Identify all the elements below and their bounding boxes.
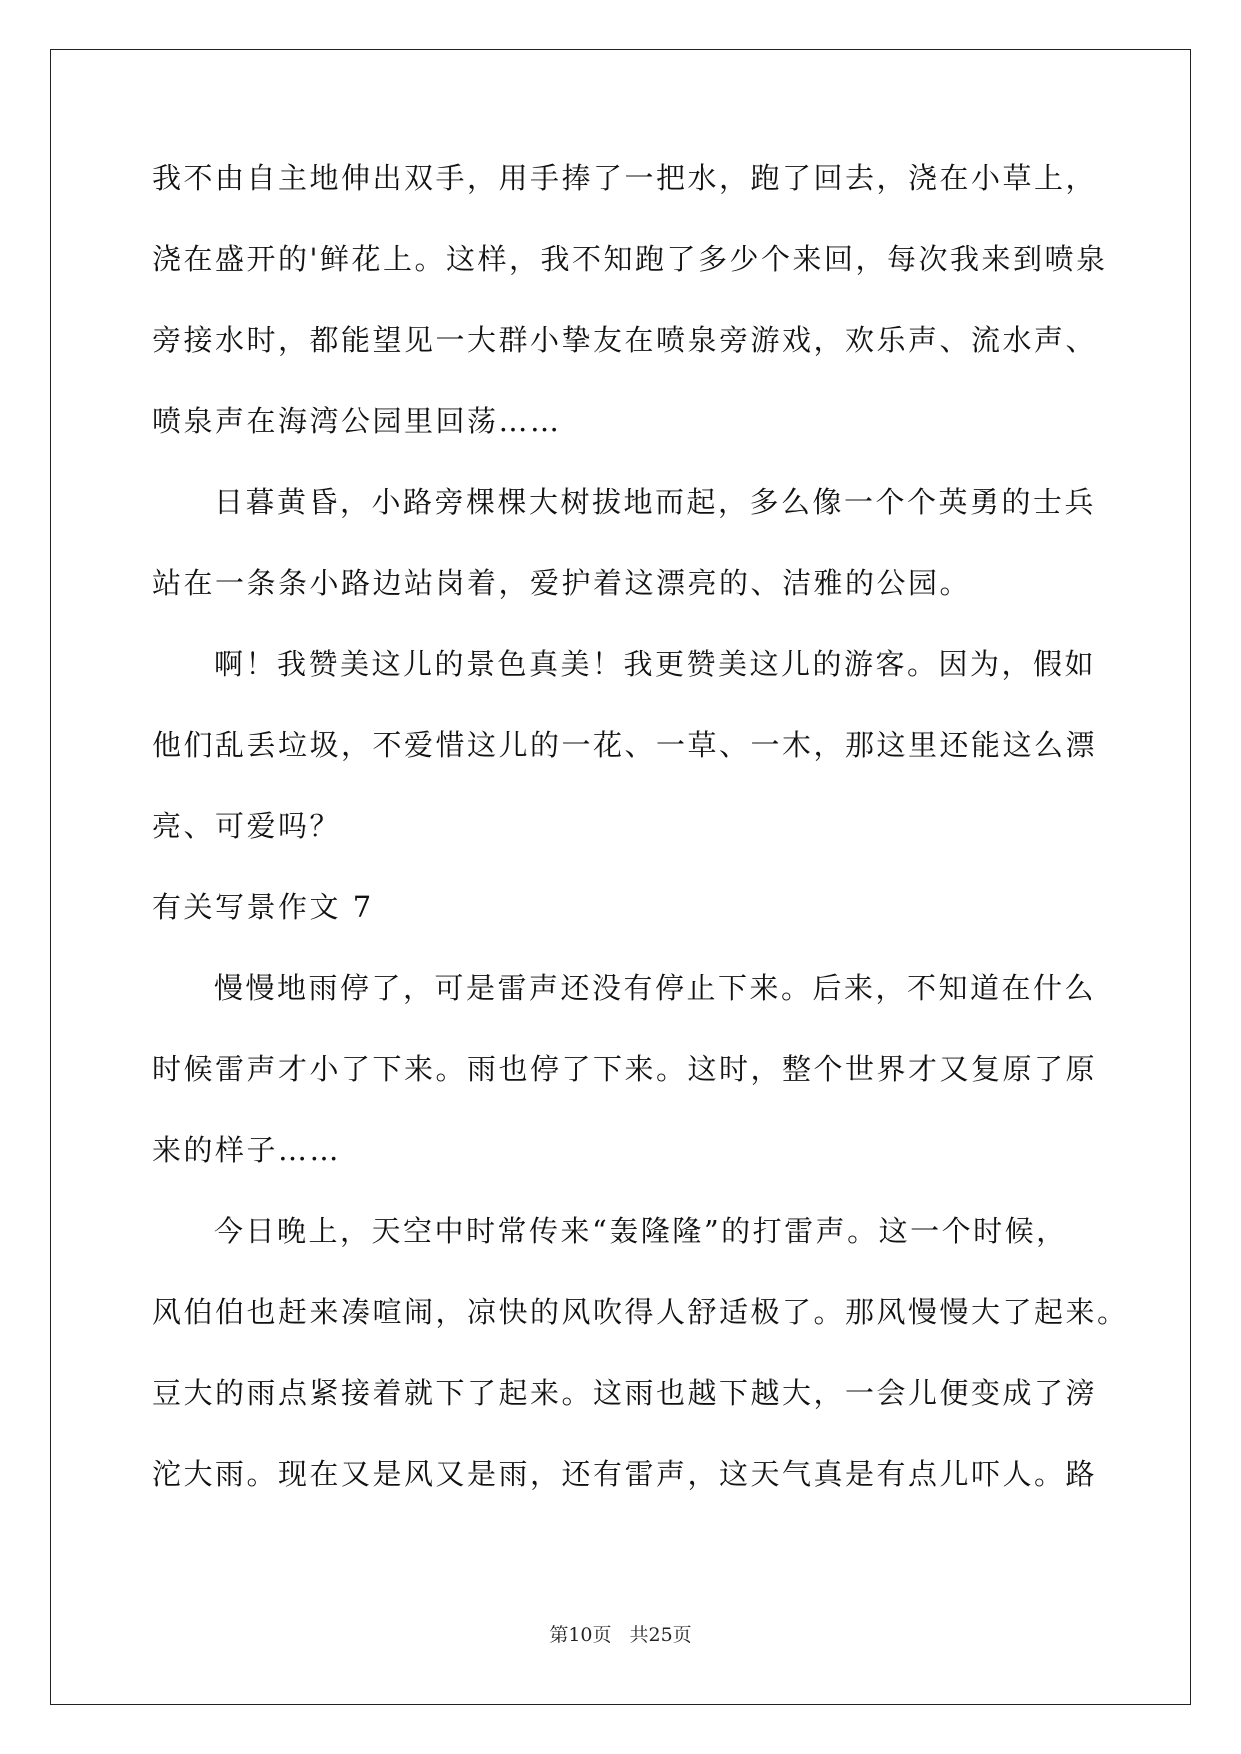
text-line: 站在一条条小路边站岗着，爱护着这漂亮的、洁雅的公园。 bbox=[152, 566, 972, 600]
text-line: 他们乱丢垃圾，不爱惜这儿的一花、一草、一木，那这里还能这么漂 bbox=[152, 728, 1098, 762]
text-line: 风伯伯也赶来凑喧闹，凉快的风吹得人舒适极了。那风慢慢大了起来。 bbox=[152, 1295, 1129, 1329]
section-heading: 有关写景作文 7 bbox=[152, 890, 374, 924]
text-line: 浇在盛开的'鲜花上。这样，我不知跑了多少个来回，每次我来到喷泉 bbox=[152, 242, 1108, 276]
text-line: 来的样子…… bbox=[152, 1133, 342, 1167]
page-number: 第10页 bbox=[549, 1624, 612, 1646]
text-line: 日暮黄昏，小路旁棵棵大树拔地而起，多么像一个个英勇的士兵 bbox=[214, 485, 1097, 519]
text-line: 亮、可爱吗？ bbox=[152, 809, 342, 843]
text-line: 时候雷声才小了下来。雨也停了下来。这时，整个世界才又复原了原 bbox=[152, 1052, 1098, 1086]
page-footer bbox=[0, 1620, 1241, 1647]
text-line: 沱大雨。现在又是风又是雨，还有雷声，这天气真是有点儿吓人。路 bbox=[152, 1457, 1098, 1491]
text-line: 旁接水时，都能望见一大群小挚友在喷泉旁游戏，欢乐声、流水声、 bbox=[152, 323, 1098, 357]
text-line: 豆大的雨点紧接着就下了起来。这雨也越下越大，一会儿便变成了滂 bbox=[152, 1376, 1098, 1410]
text-line: 慢慢地雨停了，可是雷声还没有停止下来。后来，不知道在什么 bbox=[214, 971, 1097, 1005]
text-line: 我不由自主地伸出双手，用手捧了一把水，跑了回去，浇在小草上， bbox=[152, 161, 1098, 195]
page-total: 共25页 bbox=[629, 1624, 692, 1646]
document-body bbox=[152, 155, 1129, 1532]
text-line: 今日晚上，天空中时常传来“轰隆隆”的打雷声。这一个时候， bbox=[214, 1214, 1068, 1248]
text-line: 啊！我赞美这儿的景色真美！我更赞美这儿的游客。因为，假如 bbox=[214, 647, 1097, 681]
text-line: 喷泉声在海湾公园里回荡…… bbox=[152, 404, 562, 438]
